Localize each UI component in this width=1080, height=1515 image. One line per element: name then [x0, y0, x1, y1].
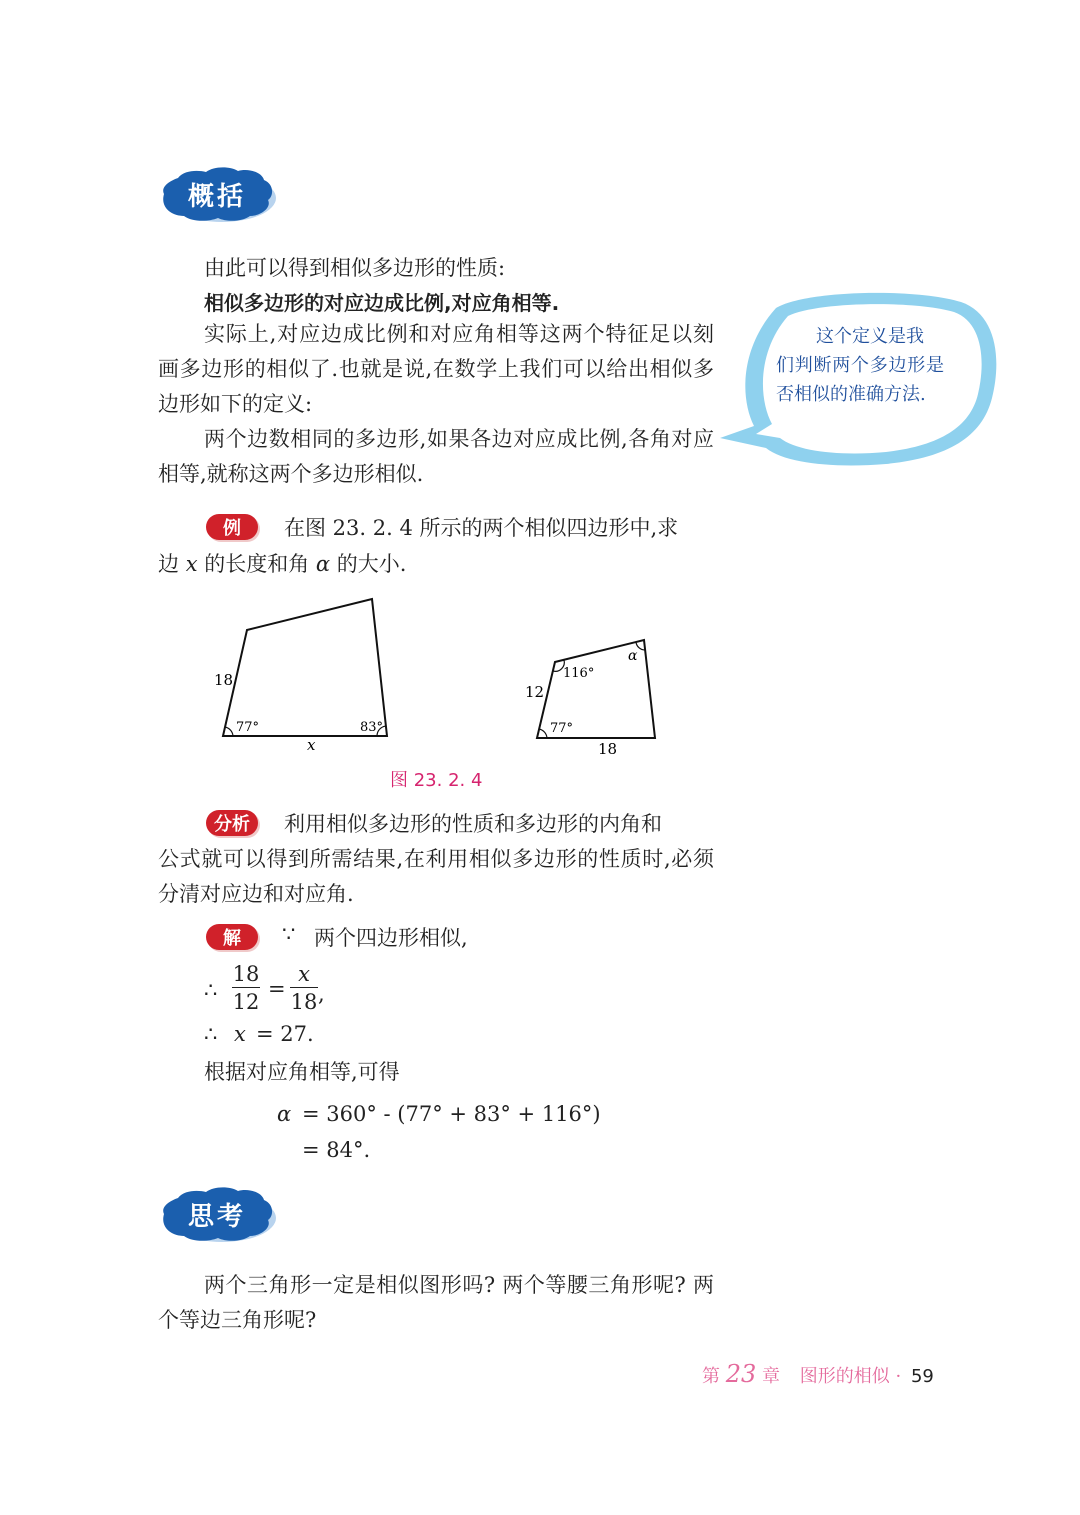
- fraction-1-bar: [232, 987, 260, 988]
- summary-paragraph-1: 实际上,对应边成比例和对应角相等这两个特征足以刻画多边形的相似了.也就是说,在数学上我们可以给出相似多边形如下的定义:: [158, 322, 714, 416]
- footer-chapter-prefix: 第: [702, 1366, 720, 1387]
- result-x-var: x: [234, 1022, 246, 1046]
- summary-property: 相似多边形的对应边成比例,对应角相等.: [204, 291, 560, 315]
- example-var-alpha: α: [315, 552, 331, 576]
- angle-intro: 根据对应角相等,可得: [204, 1060, 400, 1084]
- small-side-label: 12: [525, 683, 545, 701]
- fraction-1: [232, 962, 260, 1014]
- fraction-1-numerator: 18: [232, 962, 260, 986]
- big-bottom-label: x: [307, 736, 316, 754]
- footer-page-number: 59: [910, 1366, 934, 1387]
- big-angle-arc-1: [225, 727, 233, 736]
- section-badge-think: [156, 1184, 278, 1244]
- alpha-line-1: = 360° - (77° + 83° + 116°): [302, 1102, 601, 1126]
- example-var-x: x: [185, 552, 198, 576]
- page-footer: [702, 1360, 934, 1388]
- solution-label: 解: [206, 924, 258, 950]
- fraction-2: [290, 962, 318, 1014]
- small-angle-label-3: α: [628, 648, 638, 664]
- section-badge-summary: [156, 164, 278, 224]
- therefore-symbol-1: ∴: [204, 978, 218, 1002]
- summary-paragraph-2: 两个边数相同的多边形,如果各边对应成比例,各角对应相等,就称这两个多边形相似.: [158, 427, 714, 486]
- figure-caption: 图 23. 2. 4: [390, 770, 483, 791]
- result-x-value: = 27.: [256, 1022, 314, 1046]
- big-side-label: 18: [214, 671, 234, 689]
- summary-intro: 由此可以得到相似多边形的性质:: [204, 256, 506, 280]
- big-angle-label-2: 83°: [360, 720, 384, 735]
- equals-sign: =: [268, 977, 286, 1001]
- analysis-rest: 公式就可以得到所需结果,在利用相似多边形的性质时,必须分清对应边和对应角.: [158, 847, 714, 906]
- think-text: 两个三角形一定是相似图形吗? 两个等腰三角形呢? 两个等边三角形呢?: [158, 1273, 714, 1332]
- footer-chapter-number: 23: [725, 1360, 757, 1388]
- big-angle-label-1: 77°: [236, 720, 260, 735]
- fraction-2-denominator: 18: [290, 990, 318, 1014]
- fraction-2-numerator: x: [298, 962, 310, 986]
- analysis-label: 分析: [206, 810, 258, 836]
- figure-quadrilaterals: [200, 590, 680, 760]
- section-title-think: 思考: [187, 1201, 246, 1232]
- footer-chapter-suffix: 章: [762, 1366, 781, 1387]
- example-label: 例: [206, 514, 258, 540]
- alpha-var: α: [277, 1102, 292, 1126]
- example-line-2: [158, 548, 406, 578]
- analysis-line-1: 利用相似多边形的性质和多边形的内角和: [284, 812, 662, 836]
- fraction-2-bar: [290, 987, 318, 988]
- bubble-line-1: 这个定义是我: [816, 326, 924, 347]
- bubble-rest: 们判断两个多边形是否相似的准确方法.: [776, 355, 944, 405]
- alpha-line-2: = 84°.: [302, 1138, 371, 1162]
- footer-chapter-title: 图形的相似 ·: [799, 1366, 902, 1387]
- fraction-1-denominator: 12: [232, 990, 260, 1014]
- example-line-1: 在图 23. 2. 4 所示的两个相似四边形中,求: [284, 516, 679, 540]
- small-angle-arc-1: [539, 729, 547, 738]
- big-quadrilateral: [223, 599, 387, 736]
- small-angle-label-2: 116°: [563, 666, 595, 681]
- because-symbol: ∵: [282, 922, 296, 946]
- section-title-summary: 概括: [187, 181, 246, 212]
- small-angle-label-1: 77°: [550, 721, 574, 736]
- because-text: 两个四边形相似,: [314, 926, 468, 950]
- fraction-comma: ,: [318, 982, 325, 1006]
- small-bottom-label: 18: [598, 740, 618, 758]
- example-text-c: 的大小.: [336, 552, 407, 576]
- example-text-a: 边: [158, 552, 179, 576]
- therefore-symbol-2: ∴: [204, 1022, 218, 1046]
- example-text-b: 的长度和角: [204, 552, 310, 576]
- bubble-note: [776, 322, 944, 409]
